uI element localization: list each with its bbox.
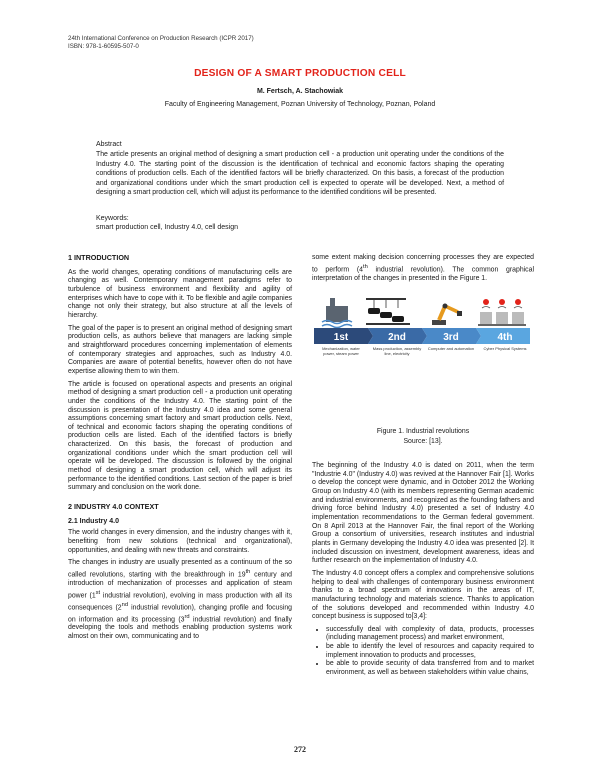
paragraph: The goal of the paper is to present an original method of designing smart production cells, as authors believe that managers are lacking simple and straightforward procedures concerning implementation of elements of contemporary strategies and approaches, such as Industry 4.0. Companies are aware of potential benefits, however often do not have expertise allowing them to win them. xyxy=(68,324,292,375)
text-run: The changes in industry are usually presented as a continuum of the so called revolutions, starting with the breakthrough in 19 xyxy=(68,559,292,579)
text-run: industrial revolution), changing profile and focusing on information and its processing (3 xyxy=(68,603,292,623)
paragraph xyxy=(68,559,292,641)
paragraph: The article is focused on operational aspects and presents an original method of designing a smart production cell - a production unit operating under the conditions of the Industry 4.0. The starting point of the discussion is presentation of the Industry 4.0 idea and some general assumptions concerning smart factory and smart production cells. Next, of technical and economic factors shaping the operating conditions of production cells are listed. Each of the identified factors is briefly characterized. On this basis, the forecast of production and organizational conditions under which the smart production cell will operate will be developed. The discussion is followed by the original method of designing a smart production cell, which will adjust its performance to the identified conditions. Last section of the paper is brief summary and conclusion on the work done. xyxy=(68,380,292,492)
list-item: • be able to provide security of data transferred from and to market environment, as well as between stakeholders within value chains, xyxy=(326,660,534,677)
abstract-text: The article presents an original method of designing a smart production cell - a production unit operating under the conditions of the Industry 4.0. The starting point of the discussion is the identification of technical and economic factors shaping the operating conditions of production cells. Each of the identified factors will be briefly characterized. On this basis, a forecast of the production and organizational conditions under which the smart production cell is expected to operate will be developed. Next, a method of designing a smart production cell, which will adjust its performance to the identified conditions will be presented. xyxy=(96,151,504,196)
superscript: rd xyxy=(184,613,190,620)
superscript: nd xyxy=(121,601,129,608)
assembly-line-icon xyxy=(366,298,410,325)
section-heading: 1 INTRODUCTION xyxy=(68,253,130,262)
left-column xyxy=(68,254,292,646)
superscript: st xyxy=(95,589,101,596)
right-column-top xyxy=(312,254,534,287)
conference-header xyxy=(68,35,254,51)
stage-desc-3-wrap xyxy=(426,346,476,372)
industrial-revolutions-figure xyxy=(314,296,530,372)
right-column-bottom xyxy=(312,462,534,678)
stage-desc-1-wrap xyxy=(316,346,366,372)
stage-label-3: 3rd xyxy=(443,332,459,343)
cyber-physical-icon xyxy=(478,299,526,326)
keywords-text: smart production cell, Industry 4.0, cell design xyxy=(96,224,239,231)
stage-desc-2-wrap xyxy=(372,346,422,372)
paragraph: As the world changes, operating conditions of manufacturing cells are changing as well. Contemporary management paradigms refer to turbulence of business environment and flexibility and agility of enterprises which have to cope with it. To be flexible and agile companies change not only their strategy, but also structure at all the levels of hierarchy. xyxy=(68,268,292,319)
text-run: some extent making decision concerning processes they are expected to perform (4 xyxy=(312,254,534,273)
figure-caption: Figure 1. Industrial revolutions xyxy=(376,428,470,435)
keywords-heading: Keywords: xyxy=(96,215,129,222)
text-run: industrial revolution), evolving in mass production with all its consequences (2 xyxy=(68,591,293,611)
bullet-list xyxy=(312,626,534,678)
water-power-icon xyxy=(322,298,352,328)
authors: M. Fertsch, A. Stachowiak xyxy=(256,88,344,95)
subsection-heading: 2.1 Industry 4.0 xyxy=(68,517,119,525)
figure-source: Source: [13]. xyxy=(403,438,443,445)
stage-description-3: Computer and automation xyxy=(427,346,475,351)
section-heading: 2 INDUSTRY 4.0 CONTEXT xyxy=(68,502,159,512)
paragraph: The Industry 4.0 concept offers a complex and comprehensive solutions helping to deal with challenges of contemporary business environment thanks to a broad spectrum of innovations in the areas of IT, manufacturing technology and materials science. Thanks to application of the solutions developed and recommended within Industry 4.0 concept business is supposed to[3,4]: xyxy=(312,569,534,621)
stage-label-4: 4th xyxy=(497,332,513,343)
robot-arm-icon xyxy=(432,304,462,326)
paragraph: The beginning of the Industry 4.0 is dated on 2011, when the term "Industrie 4.0" (Industry 4.0) was revived at the Hannover Fair [1]. Works o develop the concept were dynamic, and in October 2012 the Working Group on Industry 4.0 (with its members representing German academic and industrial environments, and recognized as the founding fathers and driving force behind Industry 4.0) presented a set of Industry 4.0 implementation recommendations to the German federal government. On 8 April 2013 at the Hannover Fair, the final report of the Working Group a consortium of universities, research institutes and industrial plants in Germany developing the Industry 4.0 idea was presented [2]. It included discussion on investment, development awareness, ideas and further research on the implementation of Industry 4.0. xyxy=(312,462,534,565)
paper-title: DESIGN OF A SMART PRODUCTION CELL xyxy=(194,68,406,79)
affiliation: Faculty of Engineering Management, Poznan University of Technology, Poznan, Poland xyxy=(164,101,436,108)
text-run: industrial revolution). The common graphical interpretation of the changes in presented in the Figure 1. xyxy=(312,265,534,282)
page-number: 272 xyxy=(294,745,306,754)
list-item: • successfully deal with complexity of data, products, processes (including management process) and market environment, xyxy=(326,626,534,643)
text-run: industrial revolution) and finally developing the tools and methods enabling production systems work almost on their own, communicating and to xyxy=(68,615,292,641)
stage-description-4: Cyber Physical Systems xyxy=(483,346,527,351)
list-item: • be able to identify the level of resources and capacity required to implement innovation to products and processes, xyxy=(326,643,534,660)
abstract-heading: Abstract xyxy=(96,141,122,148)
superscript: th xyxy=(362,263,368,270)
stage-label-2: 2nd xyxy=(388,332,406,343)
stage-label-1: 1st xyxy=(333,332,349,343)
superscript: th xyxy=(245,569,251,575)
paragraph: The world changes in every dimension, and the industry changes with it, benefiting from new solutions (technical and organizational), opportunities, and dealing with new threats and constraints. xyxy=(68,529,292,554)
isbn: ISBN: 978-1-60595-507-0 xyxy=(68,43,139,50)
paragraph xyxy=(312,254,534,283)
stage-desc-4-wrap xyxy=(480,346,530,372)
stage-description-2: Mass production, assembly line, electricity xyxy=(372,346,422,356)
text-run: century and introduction of mechanization of processes and application of steam power (1 xyxy=(68,571,292,599)
stage-description-1: Mechanization, water power, steam power xyxy=(322,346,360,356)
conference-name: 24th International Conference on Production Research (ICPR 2017) xyxy=(68,35,254,42)
